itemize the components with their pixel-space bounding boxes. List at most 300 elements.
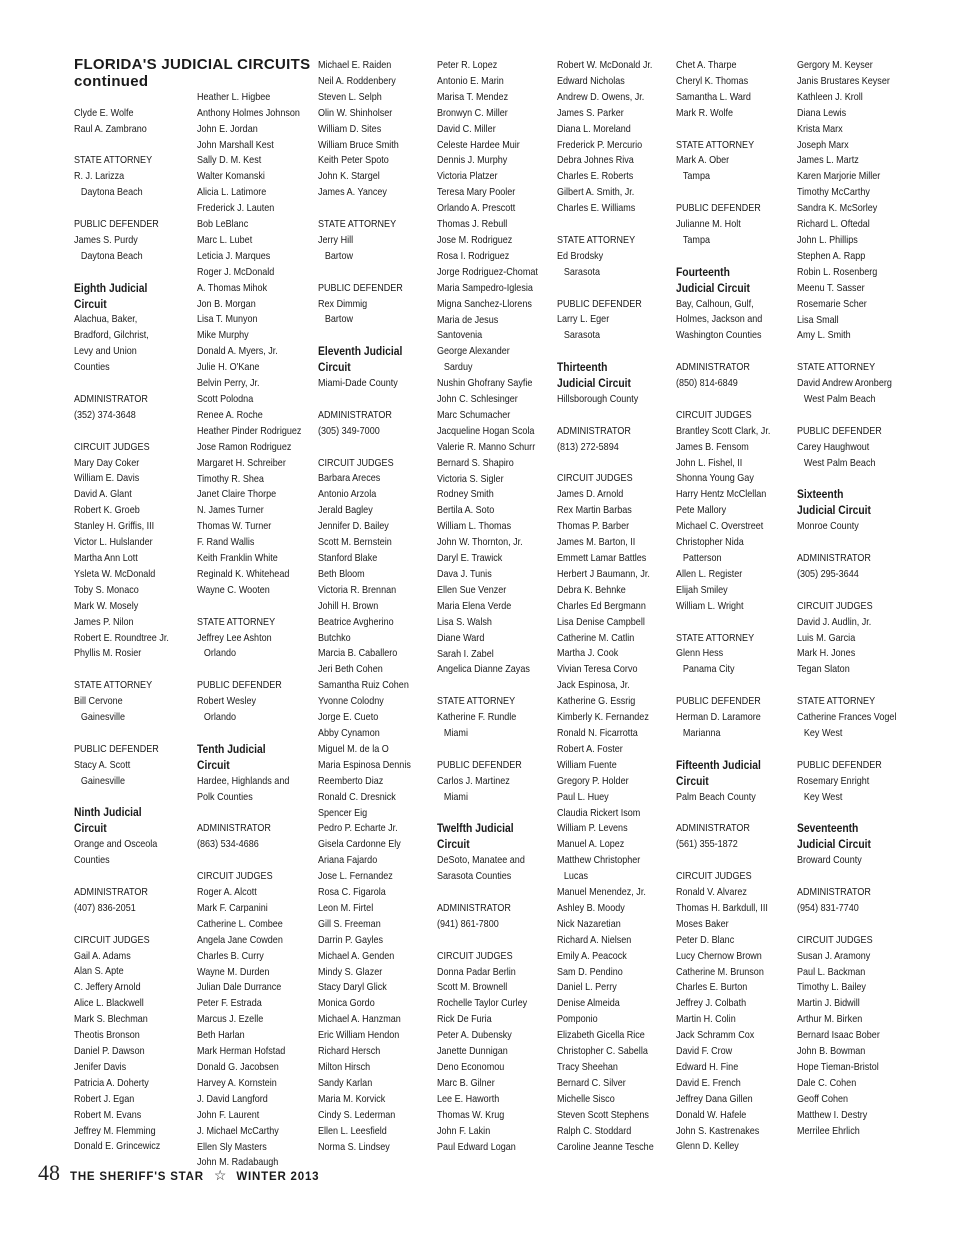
list-item: Catherine Frances Vogel (797, 711, 897, 724)
list-item: Abby Cynamon (318, 726, 380, 739)
list-item: Janette Dunnigan (437, 1045, 508, 1058)
list-item: Monroe County (797, 520, 859, 533)
list-item: Michael A. Genden (318, 949, 395, 962)
list-item: John F. Lakin (437, 1124, 491, 1137)
list-item: Levy and Union (74, 345, 137, 358)
list-item: Robert Wesley (197, 695, 257, 708)
list-item: (352) 374-3648 (74, 408, 136, 421)
list-item: Robert W. McDonald Jr. (557, 59, 653, 71)
list-item: DeSoto, Manatee and (437, 854, 525, 867)
spacer (197, 74, 301, 90)
list-item: Timothy McCarthy (797, 186, 870, 199)
list-item: Jose L. Fernandez (318, 870, 393, 883)
magazine-name: THE SHERIFF'S STAR (70, 1171, 204, 1183)
list-item: Cindy S. Lederman (318, 1108, 396, 1121)
list-item: Antonio Arzola (318, 488, 377, 501)
list-item: Janet Claire Thorpe (197, 488, 277, 501)
list-item: Sandy Karlan (318, 1076, 373, 1089)
spacer (74, 662, 169, 678)
list-item: Marc B. Gilner (437, 1076, 495, 1089)
list-item: Gisela Cardonne Ely (318, 838, 401, 851)
list-item: Katherine G. Essrig (557, 695, 636, 708)
column-5 (557, 58, 654, 1155)
spacer (197, 806, 301, 822)
list-item: Maria de Jesus (437, 313, 499, 326)
spacer (437, 806, 538, 822)
list-item: Anthony Holmes Johnson (197, 106, 300, 119)
section-label: ADMINISTRATOR (676, 361, 750, 374)
location-line: Key West (803, 790, 843, 803)
list-item: Manuel Menendez, Jr. (557, 886, 646, 899)
list-item: Diane Ward (437, 631, 485, 644)
list-item: Sarah I. Zabel (437, 647, 494, 660)
list-item: Carey Haughwout (797, 440, 870, 453)
list-item: Donna Padar Berlin (437, 965, 516, 978)
spacer (676, 678, 770, 694)
list-item: F. Rand Wallis (197, 536, 255, 549)
list-item: Merrilee Ehrlich (797, 1124, 860, 1137)
issue-label: WINTER 2013 (236, 1171, 320, 1183)
list-item: John Marshall Kest (197, 138, 274, 151)
list-item: Thomas H. Barkdull, III (676, 901, 768, 914)
list-item: John B. Bowman (797, 1045, 866, 1058)
list-item: Jenifer Davis (74, 1060, 127, 1073)
location-line: Bartow (324, 249, 353, 262)
list-item: Robert E. Roundtree Jr. (74, 631, 169, 644)
list-item: J. David Langford (197, 1092, 268, 1105)
section-label: CIRCUIT JUDGES (318, 456, 394, 469)
spacer (74, 265, 169, 281)
list-item: Samantha L. Ward (676, 90, 751, 103)
list-item: Jeri Beth Cohen (318, 663, 383, 676)
circuit-heading: Circuit (676, 773, 709, 788)
spacer (797, 742, 896, 758)
list-item: Rosa C. Figarola (318, 886, 386, 899)
list-item: Timothy L. Bailey (797, 981, 866, 994)
list-item: Nushin Ghofrany Sayfie (437, 377, 533, 390)
list-item: Gregory P. Holder (557, 774, 629, 787)
location-line: Sarduy (443, 361, 473, 374)
list-item: John L. Fishel, II (676, 456, 743, 469)
list-item: Counties (74, 854, 110, 867)
list-item: James B. Fensom (676, 440, 749, 453)
list-item: Keith Peter Spoto (318, 154, 389, 167)
list-item: Charles E. Roberts (557, 170, 634, 183)
list-item: Alan S. Apte (74, 965, 124, 978)
list-item: Ellen Sly Masters (197, 1140, 267, 1153)
list-item: Charles B. Curry (197, 949, 264, 962)
list-item: John C. Schlesinger (437, 393, 518, 406)
list-item: (305) 295-3644 (797, 567, 859, 580)
list-item: Gail A. Adams (74, 949, 131, 962)
list-item: Norma S. Lindsey (318, 1140, 390, 1153)
list-item: Maria Sampedro-Iglesia (437, 281, 533, 294)
list-item: Andrew D. Owens, Jr. (557, 90, 645, 103)
section-label: STATE ATTORNEY (197, 615, 276, 628)
list-item: Mark F. Carpanini (197, 901, 268, 914)
circuit-heading: Eleventh Judicial (318, 344, 403, 359)
list-item: Mary Day Coker (74, 456, 140, 469)
list-item: Carlos J. Martinez (437, 774, 510, 787)
list-item: Lee E. Haworth (437, 1092, 500, 1105)
section-label: STATE ATTORNEY (557, 233, 636, 246)
spacer (318, 328, 411, 344)
list-item: David Andrew Aronberg (797, 377, 892, 390)
list-item: Amy L. Smith (797, 329, 851, 342)
list-item: James A. Yancey (318, 186, 387, 199)
list-item: Larry L. Eger (557, 313, 610, 326)
list-item: Lisa T. Munyon (197, 313, 258, 326)
list-item: Mike Murphy (197, 329, 249, 342)
spacer (676, 344, 770, 360)
list-item: Steven L. Selph (318, 90, 382, 103)
list-item: Ronald C. Dresnick (318, 790, 396, 803)
section-label: ADMINISTRATOR (437, 901, 511, 914)
spacer (318, 265, 411, 281)
list-item: Tracy Sheehan (557, 1061, 618, 1074)
section-label: PUBLIC DEFENDER (197, 679, 282, 692)
circuit-heading: Judicial Circuit (557, 376, 631, 391)
list-item: Charles E. Williams (557, 202, 636, 215)
list-item: Rick De Furia (437, 1013, 492, 1026)
spacer (676, 392, 770, 408)
list-item: James S. Purdy (74, 233, 138, 246)
section-label: CIRCUIT JUDGES (557, 472, 633, 485)
spacer (74, 726, 169, 742)
list-item: Leticia J. Marques (197, 249, 271, 262)
list-item: Miguel M. de la O (318, 742, 389, 755)
circuit-heading: Sixteenth (797, 487, 844, 502)
list-item: Peter D. Blanc (676, 933, 735, 946)
list-item: Orlando A. Prescott (437, 202, 516, 215)
list-item: Olin W. Shinholser (318, 106, 393, 119)
list-item: Heather L. Higbee (197, 90, 271, 103)
spacer (74, 58, 169, 74)
spacer (797, 917, 896, 933)
list-item: Ronald V. Alvarez (676, 885, 747, 898)
spacer (74, 90, 169, 106)
list-item: Victoria R. Brennan (318, 583, 397, 596)
list-item: Chet A. Tharpe (676, 59, 737, 71)
section-label: PUBLIC DEFENDER (797, 758, 882, 771)
list-item: John W. Thornton, Jr. (437, 536, 523, 549)
list-item: Marcus J. Ezelle (197, 1013, 264, 1026)
list-item: Stanford Blake (318, 552, 378, 565)
list-item: Belvin Perry, Jr. (197, 377, 260, 390)
spacer (797, 472, 896, 488)
list-item: Martin H. Colin (676, 1013, 736, 1026)
section-label: CIRCUIT JUDGES (74, 933, 150, 946)
list-item: Milton Hirsch (318, 1061, 371, 1074)
section-label: PUBLIC DEFENDER (797, 424, 882, 437)
section-label: ADMINISTRATOR (318, 408, 392, 421)
circuit-heading: Eighth Judicial (74, 280, 148, 295)
list-item: John L. Phillips (797, 233, 858, 246)
location-line: West Palm Beach (803, 393, 876, 406)
spacer (318, 201, 411, 217)
list-item: Sarasota Counties (437, 870, 512, 883)
section-label: ADMINISTRATOR (74, 885, 148, 898)
spacer (797, 408, 896, 424)
list-item: Deno Economou (437, 1061, 505, 1074)
list-item: Charles E. Burton (676, 981, 748, 994)
section-label: STATE ATTORNEY (676, 631, 755, 644)
list-item: Harvey A. Kornstein (197, 1076, 277, 1089)
list-item: John K. Stargel (318, 170, 380, 183)
list-item: Manuel A. Lopez (557, 838, 625, 851)
list-item: Bay, Calhoun, Gulf, (676, 297, 754, 310)
spacer (74, 790, 169, 806)
list-item: Jennifer D. Bailey (318, 520, 389, 533)
list-item: Michael E. Raiden (318, 59, 392, 71)
spacer (437, 742, 538, 758)
list-item: Robert K. Groeb (74, 504, 140, 517)
spacer (557, 408, 654, 424)
spacer (318, 440, 411, 456)
section-label: PUBLIC DEFENDER (318, 281, 403, 294)
list-item: Broward County (797, 854, 862, 867)
list-item: Mark R. Wolfe (676, 106, 734, 119)
list-item: Theotis Bronson (74, 1029, 140, 1042)
list-item: Moses Baker (676, 917, 729, 930)
list-item: Paul L. Backman (797, 965, 866, 978)
section-label: ADMINISTRATOR (797, 552, 871, 565)
section-label: ADMINISTRATOR (197, 822, 271, 835)
list-item: Beth Bloom (318, 567, 365, 580)
spacer (676, 853, 770, 869)
location-line: Miami (443, 790, 468, 803)
spacer (197, 853, 301, 869)
section-label: STATE ATTORNEY (74, 154, 153, 167)
list-item: Rosemary Enright (797, 774, 870, 787)
column-1 (74, 58, 169, 1155)
column-2 (197, 58, 301, 1171)
spacer (74, 201, 169, 217)
list-item: Paul Edward Logan (437, 1140, 516, 1153)
list-item: Hope Tieman-Bristol (797, 1060, 879, 1073)
list-item: Katherine F. Rundle (437, 711, 517, 724)
list-item: Joseph Marx (797, 138, 849, 151)
list-item: James M. Barton, II (557, 536, 636, 549)
list-item: Wayne M. Durden (197, 965, 270, 978)
list-item: William D. Sites (318, 122, 382, 135)
list-item: Maria Espinosa Dennis (318, 758, 411, 771)
spacer (74, 74, 169, 90)
list-item: Alachua, Baker, (74, 313, 138, 326)
list-item: Johill H. Brown (318, 599, 379, 612)
location-line: Tampa (682, 233, 710, 246)
list-item: Julianne M. Holt (676, 218, 741, 231)
list-item: Glenn Hess (676, 647, 724, 660)
list-item: Rosemarie Scher (797, 297, 867, 310)
title-line: FLORIDA'S JUDICIAL CIRCUITS (74, 56, 311, 73)
circuit-heading: Circuit (74, 296, 107, 311)
list-item: William L. Wright (676, 599, 744, 612)
list-item: Angela Jane Cowden (197, 933, 283, 946)
list-item: Catherine M. Catlin (557, 631, 635, 644)
list-item: Bob LeBlanc (197, 218, 249, 231)
list-item: Butchko (318, 631, 351, 644)
list-item: Glenn D. Kelley (676, 1140, 739, 1153)
list-item: David C. Miller (437, 122, 496, 135)
spacer (557, 281, 654, 297)
list-item: Ralph C. Stoddard (557, 1124, 632, 1137)
list-item: John F. Laurent (197, 1108, 260, 1121)
list-item: Caroline Jeanne Tesche (557, 1140, 654, 1153)
list-item: Herbert J Baumann, Jr. (557, 567, 650, 580)
list-item: Bronwyn C. Miller (437, 106, 508, 119)
list-item: Victoria Platzer (437, 170, 498, 183)
list-item: C. Jeffery Arnold (74, 981, 141, 994)
list-item: Catherine L. Combee (197, 917, 283, 930)
section-label: STATE ATTORNEY (797, 361, 876, 374)
circuit-heading: Fourteenth (676, 264, 730, 279)
list-item: R. J. Larizza (74, 170, 125, 183)
list-item: John M. Radabaugh (197, 1156, 279, 1169)
section-label: ADMINISTRATOR (557, 424, 631, 437)
circuit-heading: Seventeenth (797, 821, 859, 836)
list-item: Emily A. Peacock (557, 949, 627, 962)
circuit-heading: Circuit (318, 360, 351, 375)
location-line: Lucas (563, 870, 588, 883)
list-item: Palm Beach County (676, 790, 756, 803)
list-item: David F. Crow (676, 1045, 733, 1058)
list-item: George Alexander (437, 345, 510, 358)
circuit-heading: Judicial Circuit (676, 280, 750, 295)
list-item: Martha J. Cook (557, 647, 619, 660)
list-item: John E. Jordan (197, 122, 258, 135)
list-item: Holmes, Jackson and (676, 313, 763, 326)
list-item: Lucy Chernow Brown (676, 949, 762, 962)
list-item: Diana L. Moreland (557, 122, 631, 135)
list-item: Meenu T. Sasser (797, 281, 865, 294)
list-item: Jacqueline Hogan Scola (437, 424, 535, 437)
list-item: Peter F. Estrada (197, 997, 262, 1010)
list-item: Jeffrey Lee Ashton (197, 631, 272, 644)
spacer (676, 805, 770, 821)
list-item: Daniel L. Perry (557, 981, 617, 994)
list-item: Luis M. Garcia (797, 631, 856, 644)
spacer (797, 344, 896, 360)
list-item: Thomas P. Barber (557, 520, 630, 533)
list-item: David A. Glant (74, 488, 132, 501)
list-item: Leon M. Firtel (318, 901, 374, 914)
list-item: Mark Herman Hofstad (197, 1045, 286, 1058)
list-item: Ed Brodsky (557, 249, 604, 262)
list-item: David E. French (676, 1076, 741, 1089)
list-item: Tegan Slaton (797, 663, 850, 676)
spacer (797, 678, 896, 694)
list-item: Timothy R. Shea (197, 472, 264, 485)
list-item: Gill S. Freeman (318, 917, 381, 930)
title-continued: continued (74, 73, 149, 90)
list-item: Martha Ann Lott (74, 551, 138, 564)
list-item: Geoff Cohen (797, 1092, 849, 1105)
list-item: Edward Nicholas (557, 74, 625, 87)
list-item: Ellen Sue Venzer (437, 583, 507, 596)
spacer (74, 137, 169, 153)
list-item: Michael C. Overstreet (676, 520, 764, 533)
list-item: Dennis J. Murphy (437, 154, 508, 167)
list-item: Kimberly K. Fernandez (557, 711, 649, 724)
spacer (197, 599, 301, 615)
list-item: Samantha Ruiz Cohen (318, 679, 409, 692)
list-item: (813) 272-5894 (557, 440, 619, 453)
list-item: Bradford, Gilchrist, (74, 329, 149, 342)
list-item: James L. Martz (797, 154, 859, 167)
location-line: Gainesville (80, 711, 126, 724)
list-item: Orange and Osceola (74, 838, 158, 851)
star-icon: ☆ (213, 1167, 227, 1183)
list-item: Janis Brustares Keyser (797, 74, 890, 87)
section-label: CIRCUIT JUDGES (676, 408, 752, 421)
spacer (557, 456, 654, 472)
list-item: Mindy S. Glazer (318, 965, 383, 978)
location-line: Marianna (682, 726, 721, 739)
location-line: Tampa (682, 170, 710, 183)
list-item: (561) 355-1872 (676, 838, 738, 851)
list-item: Raul A. Zambrano (74, 122, 147, 135)
list-item: Clyde E. Wolfe (74, 106, 134, 119)
list-item: Robert M. Evans (74, 1108, 142, 1121)
list-item: Mark H. Jones (797, 647, 856, 660)
section-label: PUBLIC DEFENDER (557, 297, 642, 310)
list-item: Charles Ed Bergmann (557, 599, 646, 612)
list-item: Marcia B. Caballero (318, 647, 398, 660)
list-item: Mark W. Mosely (74, 599, 139, 612)
list-item: Paul L. Huey (557, 790, 609, 803)
list-item: A. Thomas Mihok (197, 281, 268, 294)
spacer (676, 249, 770, 265)
list-item: Bernard C. Silver (557, 1076, 626, 1089)
list-item: Jeffrey J. Colbath (676, 997, 747, 1010)
section-label: STATE ATTORNEY (676, 138, 755, 151)
list-item: Jack Schramm Cox (676, 1029, 755, 1042)
list-item: Peter R. Lopez (437, 59, 498, 71)
list-item: N. James Turner (197, 504, 264, 517)
list-item: Roger A. Alcott (197, 886, 257, 899)
spacer (197, 662, 301, 678)
circuit-heading: Ninth Judicial (74, 805, 142, 820)
spacer (557, 344, 654, 360)
list-item: Martin J. Bidwill (797, 997, 860, 1010)
column-6 (676, 58, 770, 1155)
section-label: CIRCUIT JUDGES (437, 949, 513, 962)
list-item: Eric William Hendon (318, 1029, 400, 1042)
list-item: Richard L. Oftedal (797, 218, 870, 231)
list-item: Spencer Eig (318, 806, 368, 819)
list-item: Krista Marx (797, 122, 843, 135)
list-item: Polk Counties (197, 790, 253, 803)
list-item: Ashley B. Moody (557, 901, 625, 914)
list-item: Thomas J. Rebull (437, 218, 508, 231)
list-item: Reemberto Diaz (318, 774, 384, 787)
list-item: Jack Espinosa, Jr. (557, 679, 630, 692)
circuit-heading: Circuit (197, 757, 230, 772)
list-item: Beth Harlan (197, 1029, 245, 1042)
list-item: Stephen A. Rapp (797, 249, 866, 262)
spacer (676, 615, 770, 631)
list-item: James D. Arnold (557, 488, 624, 501)
list-item: Steven Scott Stephens (557, 1108, 649, 1121)
page-footer (38, 1160, 319, 1190)
list-item: Rodney Smith (437, 488, 494, 501)
list-item: Counties (74, 361, 110, 374)
location-line: Daytona Beach (80, 249, 143, 262)
circuit-heading: Twelfth Judicial (437, 821, 514, 836)
spacer (676, 122, 770, 138)
list-item: Stacy Daryl Glick (318, 981, 387, 994)
